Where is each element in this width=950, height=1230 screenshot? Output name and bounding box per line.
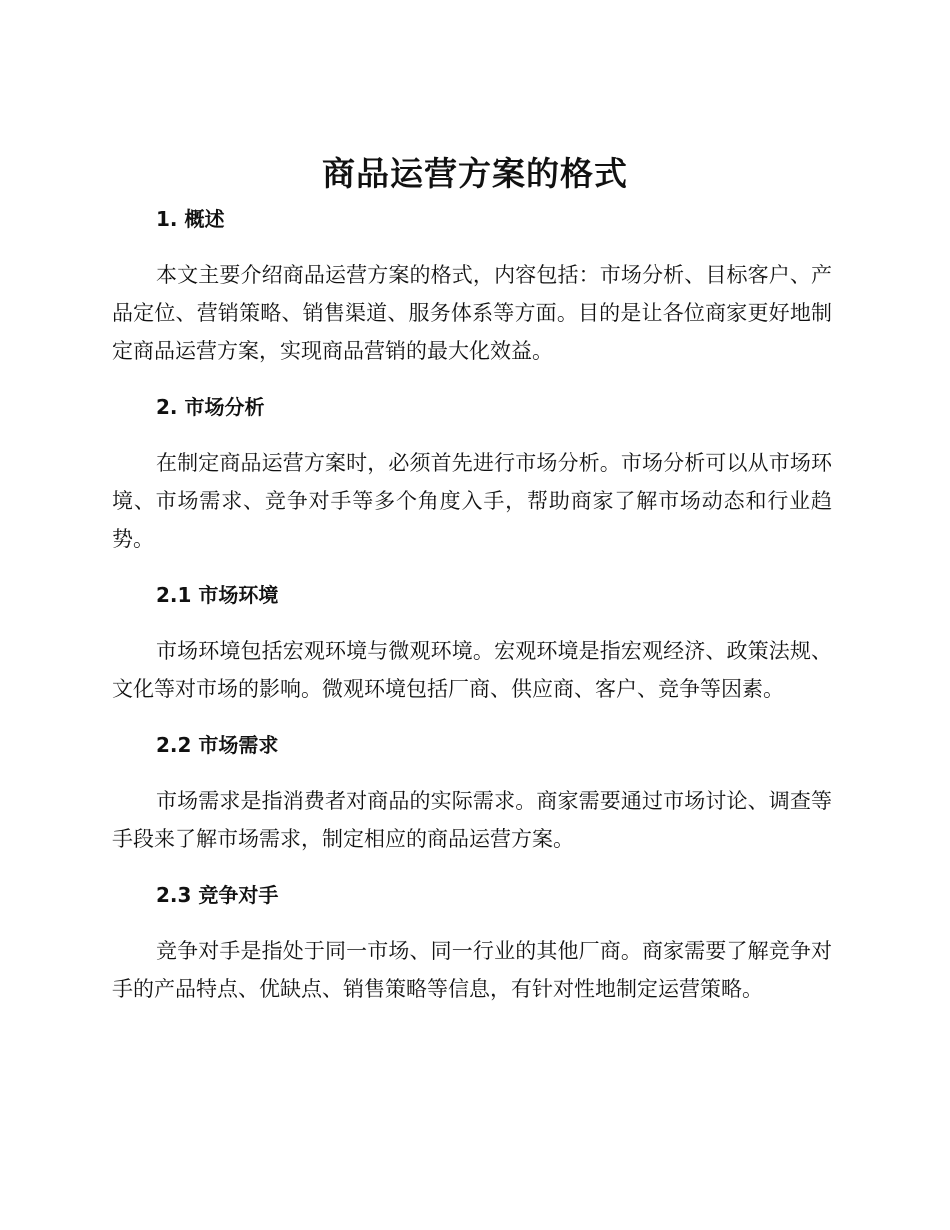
- section-heading: 1. 概述: [156, 207, 225, 231]
- section-paragraph: 市场环境包括宏观环境与微观环境。宏观环境是指宏观经济、政策法规、文化等对市场的影响。微观环境包括厂商、供应商、客户、竞争等因素。: [112, 639, 832, 701]
- section-competitors: [112, 876, 832, 1008]
- section-paragraph: 本文主要介绍商品运营方案的格式，内容包括：市场分析、目标客户、产品定位、营销策略、销售渠道、服务体系等方面。目的是让各位商家更好地制定商品运营方案，实现商品营销的最大化效益。: [112, 263, 832, 363]
- section-heading: 2. 市场分析: [156, 395, 265, 419]
- section-heading: 2.2 市场需求: [156, 733, 279, 757]
- section-paragraph: 在制定商品运营方案时，必须首先进行市场分析。市场分析可以从市场环境、市场需求、竞争对手等多个角度入手，帮助商家了解市场动态和行业趋势。: [112, 451, 832, 551]
- section-overview: [112, 200, 832, 370]
- section-market-demand: [112, 726, 832, 858]
- section-heading: 2.3 竞争对手: [156, 883, 279, 907]
- section-market-analysis: [112, 388, 832, 558]
- section-paragraph: 市场需求是指消费者对商品的实际需求。商家需要通过市场讨论、调查等手段来了解市场需求，制定相应的商品运营方案。: [112, 789, 832, 851]
- section-market-environment: [112, 576, 832, 708]
- section-heading: 2.1 市场环境: [156, 583, 279, 607]
- document-body: [112, 200, 832, 1008]
- document-title: 商品运营方案的格式: [322, 154, 628, 193]
- section-paragraph: 竞争对手是指处于同一市场、同一行业的其他厂商。商家需要了解竞争对手的产品特点、优缺点、销售策略等信息，有针对性地制定运营策略。: [112, 939, 832, 1001]
